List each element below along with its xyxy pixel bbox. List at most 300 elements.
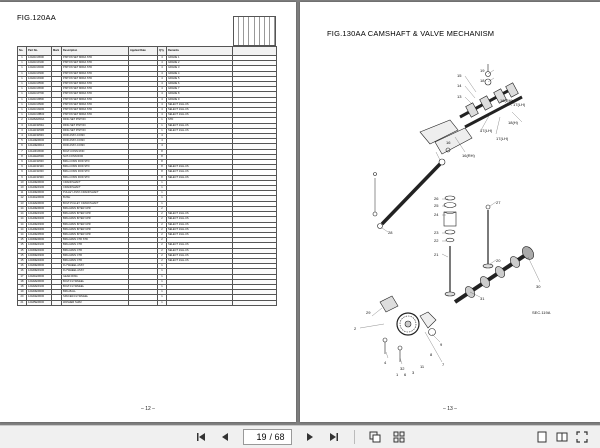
- table-cell: 12A50EW300: [27, 253, 52, 258]
- table-body: [18, 56, 277, 306]
- table-cell: 12A01FW300: [27, 71, 52, 76]
- table-cell: 2: [18, 118, 27, 123]
- table-cell: 1: [158, 274, 167, 279]
- table-cell: PISTON SET MRFA STD: [62, 97, 129, 102]
- callout-17lh-b: 17(LH): [480, 128, 493, 133]
- table-cell: BOLT-CONN ROD: [62, 149, 129, 154]
- table-cell: GRADE 7: [167, 87, 233, 92]
- table-cell: 16: [18, 269, 27, 274]
- book-icon: [556, 431, 568, 443]
- table-cell: 2: [158, 238, 167, 243]
- table-cell: SPACER-FLYWHEEL: [62, 295, 129, 300]
- table-cell: SELECT 1GH-US: [167, 123, 233, 128]
- table-cell: BRG-CONN ROD STD: [62, 160, 129, 165]
- table-cell: FLYWHEEL ASSY: [62, 264, 129, 269]
- table-cell: 9: [18, 165, 27, 170]
- table-cell: 14: [18, 217, 27, 222]
- table-cell: 1: [18, 56, 27, 61]
- table-cell: 12A40EW400: [27, 227, 52, 232]
- skip-back-icon: [196, 432, 206, 442]
- table-cell: 8: [158, 165, 167, 170]
- model-marks-cell: [233, 300, 277, 305]
- table-cell: 20: [18, 295, 27, 300]
- table-cell: GRADE 4: [167, 71, 233, 76]
- column-header: Part No.: [27, 47, 52, 56]
- callout-24: 24: [434, 212, 439, 217]
- callout-11: 11: [420, 364, 425, 369]
- table-cell: 1: [158, 264, 167, 269]
- table-cell: 4: [158, 66, 167, 71]
- previous-page-button[interactable]: [217, 429, 233, 445]
- table-cell: 12A50EW200: [27, 248, 52, 253]
- table-cell: 12A10EW000: [27, 139, 52, 144]
- table-cell: 1: [18, 66, 27, 71]
- table-cell: BRG-MAIN CTR: [62, 253, 129, 258]
- callout-31: 31: [480, 296, 485, 301]
- copy-button[interactable]: [367, 429, 383, 445]
- table-cell: 1: [158, 279, 167, 284]
- table-cell: 1: [158, 196, 167, 201]
- table-cell: GRADE 5: [167, 76, 233, 81]
- callout-17lh-a: 17(LH): [513, 102, 526, 107]
- table-row: [18, 300, 277, 305]
- table-cell: 1: [158, 295, 167, 300]
- table-cell: 12A11FW00C: [27, 134, 52, 139]
- column-header: Mark: [52, 47, 62, 56]
- table-cell: 9: [18, 175, 27, 180]
- table-cell: NUT-CONN ROD: [62, 154, 129, 159]
- callout-16rh-b: 16(RH): [462, 153, 475, 158]
- table-cell: 12A11FW200: [27, 170, 52, 175]
- table-cell: 1: [158, 123, 167, 128]
- toolbar-separator: [354, 430, 355, 444]
- grid-view-button[interactable]: [391, 429, 407, 445]
- table-cell: 12: [18, 196, 27, 201]
- table-cell: 1: [18, 61, 27, 66]
- table-cell: BRG-MAIN INTER UPR: [62, 232, 129, 237]
- table-cell: PISTON SET MRFA STD: [62, 87, 129, 92]
- callout-17lh-c: 17(LH): [496, 136, 509, 141]
- table-cell: 3: [18, 128, 27, 133]
- table-cell: 12A01FW800: [27, 97, 52, 102]
- table-cell: 8: [158, 175, 167, 180]
- table-cell: 1: [158, 180, 167, 185]
- table-cell: 19: [18, 290, 27, 295]
- table-cell: 21: [18, 300, 27, 305]
- table-cell: 4: [158, 97, 167, 102]
- single-page-button[interactable]: [534, 429, 550, 445]
- parts-table: [17, 46, 277, 306]
- table-cell: 12A11FW00A: [27, 123, 52, 128]
- table-cell: BRG-MAIN INTER UPR: [62, 217, 129, 222]
- table-cell: GRADE 2: [167, 61, 233, 66]
- table-cell: 12A20EW000: [27, 180, 52, 185]
- table-cell: BRG-MAIN CTR: [62, 248, 129, 253]
- callout-21: 21: [434, 252, 439, 257]
- copy-pages-icon: [369, 431, 381, 443]
- table-cell: 12A64EW000: [27, 295, 52, 300]
- column-header: Applied Date: [129, 47, 158, 56]
- callout-20: 20: [496, 258, 501, 263]
- grid-icon: [393, 431, 405, 443]
- table-cell: 12A11FW300: [27, 175, 52, 180]
- callout-3: 3: [412, 370, 415, 375]
- right-tool-group: [532, 429, 592, 445]
- table-cell: 1: [158, 128, 167, 133]
- table-cell: SELECT 1GH-US: [167, 212, 233, 217]
- table-cell: SELECT 1GH-US: [167, 108, 233, 113]
- callout-2: 2: [354, 326, 357, 331]
- model-columns-header: [233, 16, 276, 46]
- total-pages: / 68: [269, 432, 285, 442]
- table-cell: SELECT 1GH-US: [167, 113, 233, 118]
- table-cell: 15: [18, 248, 27, 253]
- table-cell: CRANKSHAFT: [62, 186, 129, 191]
- right-page: [300, 2, 600, 422]
- table-cell: 8: [158, 170, 167, 175]
- table-cell: 1: [158, 290, 167, 295]
- table-cell: 12A50EW000: [27, 238, 52, 243]
- table-cell: 1: [18, 97, 27, 102]
- table-cell: 2: [158, 217, 167, 222]
- table-cell: 12A40EW200: [27, 217, 52, 222]
- table-cell: 8: [158, 149, 167, 154]
- table-cell: 12A01FW700: [27, 92, 52, 97]
- callout-19: 19: [480, 68, 485, 73]
- left-page-number: – 12 –: [141, 406, 155, 412]
- table-cell: PISTON SET MRFA STD: [62, 61, 129, 66]
- table-cell: 5: [18, 139, 27, 144]
- fullscreen-button[interactable]: [574, 429, 590, 445]
- table-cell: 8: [158, 154, 167, 159]
- table-cell: ROD ASSY-CONN: [62, 134, 129, 139]
- table-cell: 12A32EW000: [27, 201, 52, 206]
- table-cell: 1: [18, 87, 27, 92]
- skip-forward-icon: [329, 432, 339, 442]
- camshaft: [455, 244, 536, 302]
- callout-14: 14: [457, 83, 462, 88]
- table-cell: 1: [18, 76, 27, 81]
- table-cell: 4: [158, 108, 167, 113]
- table-cell: 1: [18, 108, 27, 113]
- table-cell: 18: [18, 279, 27, 284]
- table-cell: 12A11FW00B: [27, 128, 52, 133]
- table-cell: RING SET PISTON: [62, 118, 129, 123]
- page-icon: [537, 431, 547, 443]
- table-cell: 2: [158, 258, 167, 263]
- table-cell: GRADE 8: [167, 92, 233, 97]
- table-cell: BRG-MAIN CTR: [62, 243, 129, 248]
- right-fig-title: FIG.130AA CAMSHAFT & VALVE MECHANISM: [327, 29, 495, 38]
- table-cell: 2: [158, 222, 167, 227]
- left-page: [0, 2, 296, 422]
- callout-13: 13: [457, 94, 462, 99]
- table-cell: 12A60EW100: [27, 269, 52, 274]
- table-cell: 12A01FW500: [27, 82, 52, 87]
- table-cell: 12A40EW000: [27, 206, 52, 211]
- table-cell: 12A08AW00A: [27, 118, 52, 123]
- table-cell: 12A20EW100: [27, 186, 52, 191]
- callout-7: 7: [442, 362, 445, 367]
- table-cell: 4: [158, 71, 167, 76]
- table-cell: RING SET PISTON: [62, 128, 129, 133]
- table-cell: 12A40EW500: [27, 232, 52, 237]
- table-cell: 1: [18, 102, 27, 107]
- table-cell: BRG-CONN ROD STD: [62, 170, 129, 175]
- table-cell: 12A65EW000: [27, 300, 52, 305]
- table-cell: 12A11FW000: [27, 160, 52, 165]
- callout-18h: 18(H): [508, 120, 519, 125]
- table-cell: 12A01FW200: [27, 66, 52, 71]
- table-cell: 2: [158, 212, 167, 217]
- table-cell: BUSH: [62, 196, 129, 201]
- table-cell: BRG-MAIN INTER UPR: [62, 222, 129, 227]
- table-cell: 12A01FW100: [27, 61, 52, 66]
- table-cell: SELECT 1GH-US: [167, 217, 233, 222]
- table-cell: 14: [18, 232, 27, 237]
- table-cell: 4: [158, 134, 167, 139]
- timing-sprocket: [380, 296, 436, 362]
- table-cell: 12A01FW000: [27, 56, 52, 61]
- last-page-button[interactable]: [326, 429, 342, 445]
- column-header: Description: [62, 47, 129, 56]
- table-cell: 17: [18, 274, 27, 279]
- table-cell: 12A63EW000: [27, 290, 52, 295]
- table-cell: GRADE 3: [167, 66, 233, 71]
- table-cell: SELECT 1GH-US: [167, 253, 233, 258]
- table-cell: 4: [158, 102, 167, 107]
- current-page-input[interactable]: [250, 432, 266, 442]
- table-cell: 12A62EW000: [27, 279, 52, 284]
- table-header-row: [18, 47, 277, 56]
- table-cell: BOLT-FLYWHEEL: [62, 284, 129, 289]
- table-cell: 14: [18, 212, 27, 217]
- callout-18: 18: [480, 78, 485, 83]
- table-cell: SELECT 1GH-US: [167, 128, 233, 133]
- table-cell: [129, 300, 158, 305]
- table-cell: 4: [18, 134, 27, 139]
- callout-23: 23: [434, 230, 439, 235]
- callout-22: 22: [434, 238, 439, 243]
- table-cell: STD: [167, 118, 233, 123]
- table-cell: 13: [18, 201, 27, 206]
- table-cell: SELECT 1GH-US: [167, 227, 233, 232]
- table-cell: [167, 300, 233, 305]
- table-cell: 1: [18, 71, 27, 76]
- table-cell: 12A11FW100: [27, 165, 52, 170]
- page-indicator: [243, 429, 291, 445]
- callout-26: 26: [434, 196, 439, 201]
- table-cell: 12A60EW000: [27, 264, 52, 269]
- table-cell: SELECT 1GH-US: [167, 165, 233, 170]
- table-cell: 1: [158, 186, 167, 191]
- table-cell: BRG-CONN ROD STD: [62, 175, 129, 180]
- table-cell: 8: [158, 160, 167, 165]
- table-cell: 10: [18, 180, 27, 185]
- table-cell: 16: [18, 264, 27, 269]
- table-cell: GEAR-RING: [62, 274, 129, 279]
- table-cell: 1: [158, 284, 167, 289]
- table-cell: 12A40EW300: [27, 222, 52, 227]
- two-page-button[interactable]: [554, 429, 570, 445]
- first-page-button[interactable]: [193, 429, 209, 445]
- callout-28: 28: [388, 230, 393, 235]
- table-cell: 2: [158, 227, 167, 232]
- viewer-toolbar: [0, 425, 600, 448]
- table-cell: 1: [18, 92, 27, 97]
- table-cell: BRG-MAIN CTR STD: [62, 238, 129, 243]
- table-cell: PISTON SET MRFA STD: [62, 102, 129, 107]
- table-cell: 1: [18, 113, 27, 118]
- table-cell: CRANKSHAFT: [62, 180, 129, 185]
- table-cell: GRADE 6: [167, 82, 233, 87]
- callout-6: 6: [404, 372, 407, 377]
- table-cell: FLYWHEEL ASSY: [62, 269, 129, 274]
- table-cell: 4: [158, 87, 167, 92]
- table-cell: 12A61EW000: [27, 274, 52, 279]
- table-cell: BOLT-FLYWHEEL: [62, 279, 129, 284]
- table-cell: 14: [18, 227, 27, 232]
- table-cell: BRG-MAIN CTR: [62, 258, 129, 263]
- table-cell: SELECT 1GH-US: [167, 175, 233, 180]
- table-cell: PISTON SET MRFA STD: [62, 108, 129, 113]
- table-cell: PISTON SET MRFA STD: [62, 71, 129, 76]
- table-cell: 2: [158, 206, 167, 211]
- callout-8: 8: [430, 352, 433, 357]
- triangle-right-icon: [305, 432, 315, 442]
- table-cell: 11: [18, 191, 27, 196]
- table-cell: 12A10FW000: [27, 149, 52, 154]
- triangle-left-icon: [220, 432, 230, 442]
- table-cell: 15: [18, 243, 27, 248]
- table-cell: 4: [158, 139, 167, 144]
- column-header-models: [233, 47, 277, 56]
- table-cell: 6: [18, 144, 27, 149]
- table-cell: PISTON SET MRFA STD: [62, 76, 129, 81]
- column-header: No.: [18, 47, 27, 56]
- table-cell: 1: [158, 269, 167, 274]
- exploded-diagram: [300, 2, 600, 422]
- table-cell: 14: [18, 206, 27, 211]
- callout-27: 27: [496, 200, 501, 205]
- table-cell: 2: [158, 253, 167, 258]
- table-cell: 12A30EW000: [27, 191, 52, 196]
- callout-16rh-a: 16(RH): [500, 98, 513, 103]
- table-cell: GRADE 9: [167, 97, 233, 102]
- right-page-number: – 13 –: [443, 406, 457, 412]
- table-cell: PISTON SET MRFA STD: [62, 113, 129, 118]
- table-cell: 10: [18, 186, 27, 191]
- table-cell: SELECT 1GH-US: [167, 222, 233, 227]
- next-page-button[interactable]: [302, 429, 318, 445]
- table-cell: 9: [18, 170, 27, 175]
- table-cell: 12A40EW100: [27, 212, 52, 217]
- callout-15: 15: [457, 73, 462, 78]
- table-cell: 4: [158, 61, 167, 66]
- callout-30: 30: [536, 284, 541, 289]
- camshaft-rod: [373, 159, 445, 229]
- table-cell: SELECT 1GH-US: [167, 170, 233, 175]
- table-cell: 12A01FW900: [27, 102, 52, 107]
- table-cell: BRG-BALL: [62, 290, 129, 295]
- table-cell: ROD ASSY-CONN: [62, 144, 129, 149]
- table-cell: BRG-MAIN INTER UPR: [62, 206, 129, 211]
- table-cell: PISTON SET MRFA STD: [62, 66, 129, 71]
- table-cell: BRG-CONN ROD STD: [62, 165, 129, 170]
- table-cell: PISTON SET MRFA STD: [62, 56, 129, 61]
- table-cell: SELECT 1GH-US: [167, 243, 233, 248]
- callout-1: 1: [396, 372, 399, 377]
- table-cell: 12A10EW010: [27, 144, 52, 149]
- callout-25: 25: [434, 203, 439, 208]
- table-cell: 3: [18, 123, 27, 128]
- table-cell: 12A31EW000: [27, 196, 52, 201]
- table-cell: 7: [18, 149, 27, 154]
- table-cell: ROD ASSY-CONN: [62, 139, 129, 144]
- table-cell: [52, 300, 62, 305]
- table-cell: 15: [18, 258, 27, 263]
- table-cell: BRG-MAIN INTER UPR: [62, 227, 129, 232]
- table-cell: SELECT 1GH-US: [167, 248, 233, 253]
- table-cell: SELECT 1GH-US: [167, 232, 233, 237]
- table-cell: 15: [18, 238, 27, 243]
- table-cell: 14: [18, 222, 27, 227]
- table-cell: BOLT-PULLEY CRANKSHAFT: [62, 201, 129, 206]
- table-cell: 12A50EW100: [27, 243, 52, 248]
- callout-16: 16: [446, 140, 451, 145]
- table-cell: 12A01FW600: [27, 87, 52, 92]
- table-cell: 1: [18, 82, 27, 87]
- table-cell: 1: [158, 118, 167, 123]
- table-cell: 12A50EW400: [27, 258, 52, 263]
- table-cell: 4: [158, 144, 167, 149]
- table-cell: PISTON SET MRFA STD: [62, 82, 129, 87]
- table-cell: GRADE 1: [167, 56, 233, 61]
- table-cell: SELECT 1GH-US: [167, 102, 233, 107]
- callout-9: 9: [440, 342, 443, 347]
- table-cell: 4: [158, 76, 167, 81]
- table-cell: 18: [18, 284, 27, 289]
- table-cell: 2: [158, 248, 167, 253]
- expand-icon: [576, 431, 588, 443]
- table-cell: 9: [18, 160, 27, 165]
- left-fig-title: FIG.120AA: [17, 13, 56, 22]
- table-cell: 12A01FWA00: [27, 108, 52, 113]
- callout-32: 32: [400, 366, 405, 371]
- column-header: Remarks: [167, 47, 233, 56]
- table-cell: PULLEY ASSY-CRANKSHAFT: [62, 191, 129, 196]
- section-reference: SEC.119A: [532, 310, 551, 315]
- table-cell: 1: [158, 191, 167, 196]
- table-cell: 4: [158, 56, 167, 61]
- table-cell: SELECT 1GH-US: [167, 258, 233, 263]
- table-cell: 12A01FW400: [27, 76, 52, 81]
- callout-4: 4: [384, 360, 387, 365]
- table-cell: 2: [158, 232, 167, 237]
- table-cell: 8: [18, 154, 27, 159]
- table-cell: 12A11EW000: [27, 154, 52, 159]
- table-cell: 4: [158, 82, 167, 87]
- table-cell: BRG-MAIN INTER UPR: [62, 212, 129, 217]
- table-cell: 15: [18, 253, 27, 258]
- table-cell: PISTON SET MRFA STD: [62, 92, 129, 97]
- table-cell: 2: [158, 243, 167, 248]
- table-cell: 1: [158, 201, 167, 206]
- table-cell: 4: [158, 92, 167, 97]
- table-cell: 1: [158, 300, 167, 305]
- table-cell: WASHER SHIM: [62, 300, 129, 305]
- table-cell: RING SET PISTON: [62, 123, 129, 128]
